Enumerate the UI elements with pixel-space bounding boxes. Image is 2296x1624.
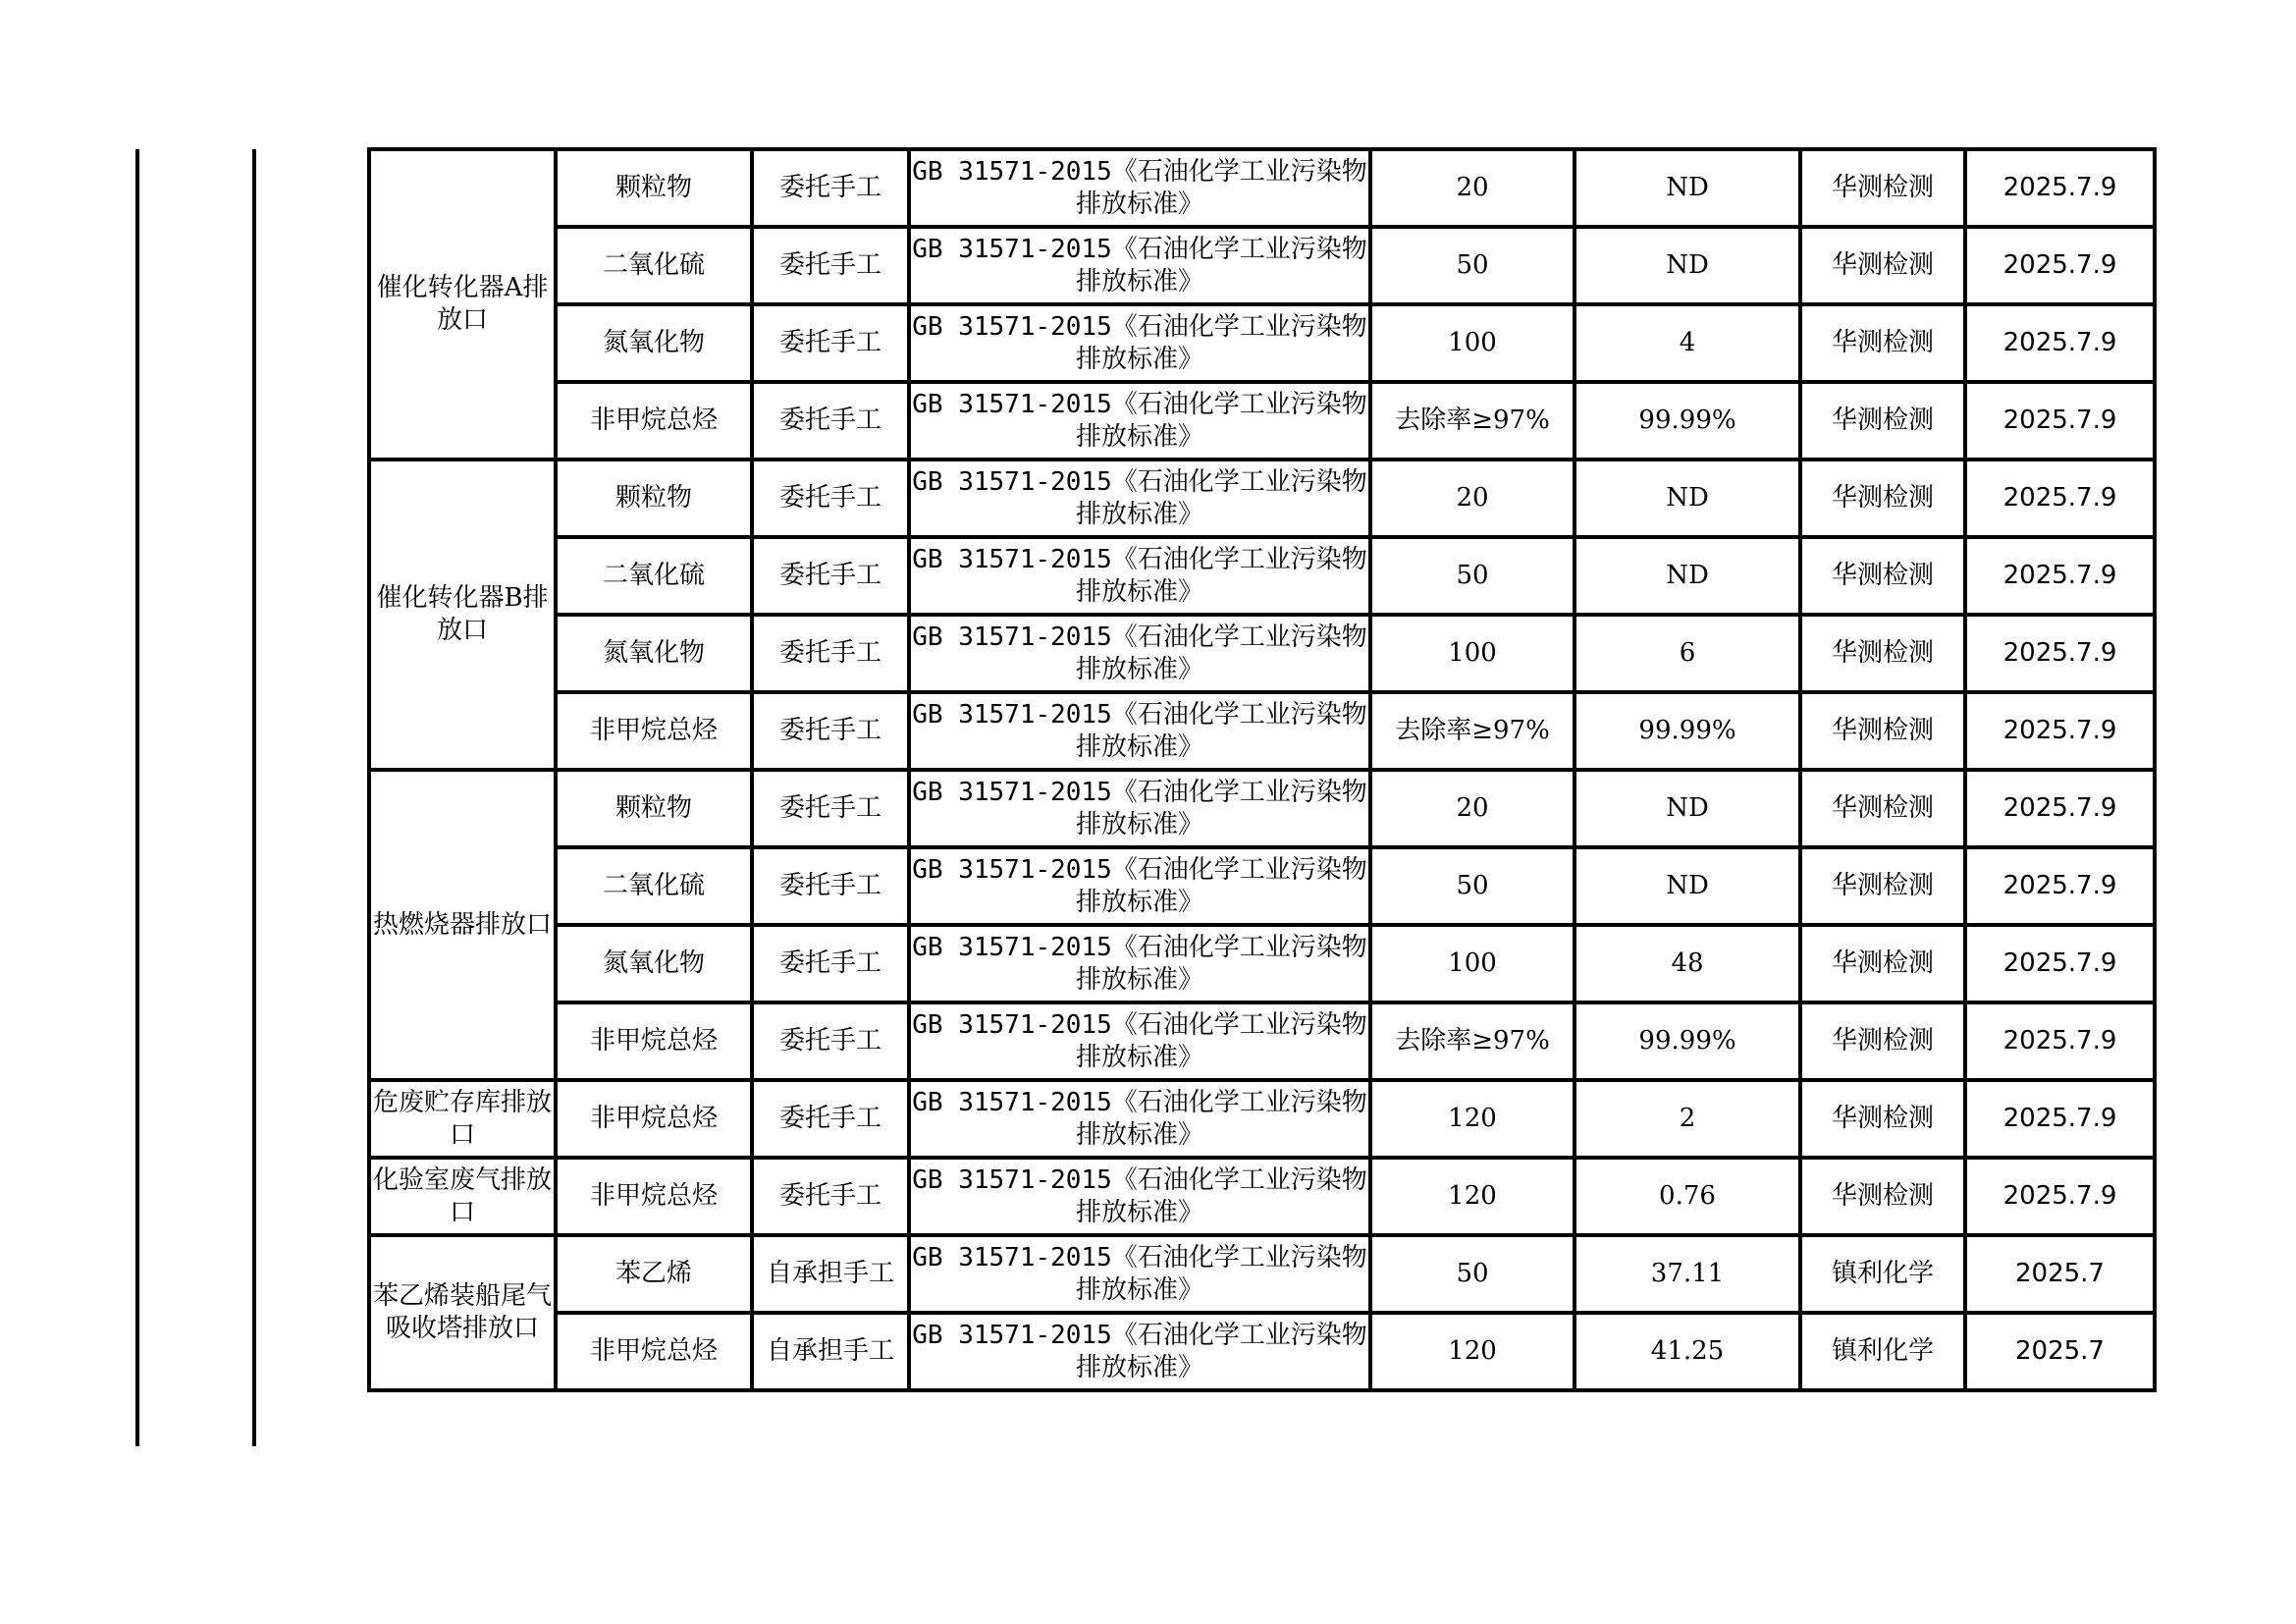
result-cell: ND (1575, 847, 1800, 925)
standard-cell: GB 31571-2015《石油化学工业污染物排放标准》 (909, 615, 1370, 692)
limit-cell: 20 (1370, 770, 1575, 847)
limit-cell: 50 (1370, 1235, 1575, 1313)
method-cell: 自承担手工 (752, 1313, 909, 1390)
limit-cell: 120 (1370, 1158, 1575, 1235)
limit-cell: 50 (1370, 537, 1575, 615)
org-cell: 华测检测 (1800, 382, 1965, 460)
outlet-cell: 化验室废气排放口 (369, 1158, 556, 1235)
pollutant-cell: 二氧化硫 (556, 847, 752, 925)
table-row (369, 1158, 2155, 1235)
org-cell: 华测检测 (1800, 1002, 1965, 1080)
date-cell: 2025.7 (1965, 1235, 2155, 1313)
standard-cell: GB 31571-2015《石油化学工业污染物排放标准》 (909, 692, 1370, 770)
table-row (369, 847, 2155, 925)
table-row (369, 1080, 2155, 1158)
org-cell: 镇利化学 (1800, 1313, 1965, 1390)
pollutant-cell: 氮氧化物 (556, 304, 752, 382)
pollutant-cell: 非甲烷总烃 (556, 382, 752, 460)
limit-cell: 50 (1370, 847, 1575, 925)
method-cell: 委托手工 (752, 692, 909, 770)
result-cell: ND (1575, 227, 1800, 304)
method-cell: 委托手工 (752, 304, 909, 382)
org-cell: 华测检测 (1800, 537, 1965, 615)
pollutant-cell: 非甲烷总烃 (556, 1002, 752, 1080)
standard-cell: GB 31571-2015《石油化学工业污染物排放标准》 (909, 1158, 1370, 1235)
left-border-line (252, 149, 256, 1446)
standard-cell: GB 31571-2015《石油化学工业污染物排放标准》 (909, 227, 1370, 304)
outlet-cell: 危废贮存库排放口 (369, 1080, 556, 1158)
limit-cell: 100 (1370, 615, 1575, 692)
pollutant-cell: 颗粒物 (556, 460, 752, 537)
pollutant-cell: 苯乙烯 (556, 1235, 752, 1313)
limit-cell: 去除率≥97% (1370, 1002, 1575, 1080)
result-cell: 4 (1575, 304, 1800, 382)
standard-cell: GB 31571-2015《石油化学工业污染物排放标准》 (909, 925, 1370, 1002)
result-cell: 37.11 (1575, 1235, 1800, 1313)
standard-cell: GB 31571-2015《石油化学工业污染物排放标准》 (909, 382, 1370, 460)
method-cell: 委托手工 (752, 1080, 909, 1158)
method-cell: 委托手工 (752, 537, 909, 615)
org-cell: 华测检测 (1800, 770, 1965, 847)
method-cell: 委托手工 (752, 460, 909, 537)
standard-cell: GB 31571-2015《石油化学工业污染物排放标准》 (909, 304, 1370, 382)
standard-cell: GB 31571-2015《石油化学工业污染物排放标准》 (909, 1235, 1370, 1313)
date-cell: 2025.7.9 (1965, 847, 2155, 925)
org-cell: 镇利化学 (1800, 1235, 1965, 1313)
org-cell: 华测检测 (1800, 460, 1965, 537)
table-row (369, 1313, 2155, 1390)
limit-cell: 100 (1370, 925, 1575, 1002)
result-cell: 99.99% (1575, 692, 1800, 770)
pollutant-cell: 非甲烷总烃 (556, 1313, 752, 1390)
date-cell: 2025.7.9 (1965, 227, 2155, 304)
date-cell: 2025.7.9 (1965, 382, 2155, 460)
table-row (369, 770, 2155, 847)
org-cell: 华测检测 (1800, 925, 1965, 1002)
org-cell: 华测检测 (1800, 1158, 1965, 1235)
limit-cell: 120 (1370, 1080, 1575, 1158)
date-cell: 2025.7 (1965, 1313, 2155, 1390)
standard-cell: GB 31571-2015《石油化学工业污染物排放标准》 (909, 1002, 1370, 1080)
org-cell: 华测检测 (1800, 304, 1965, 382)
table-row (369, 925, 2155, 1002)
method-cell: 自承担手工 (752, 1235, 909, 1313)
method-cell: 委托手工 (752, 615, 909, 692)
date-cell: 2025.7.9 (1965, 1002, 2155, 1080)
standard-cell: GB 31571-2015《石油化学工业污染物排放标准》 (909, 537, 1370, 615)
outlet-cell: 热燃烧器排放口 (369, 770, 556, 1080)
method-cell: 委托手工 (752, 847, 909, 925)
date-cell: 2025.7.9 (1965, 1080, 2155, 1158)
pollutant-cell: 非甲烷总烃 (556, 1158, 752, 1235)
pollutant-cell: 颗粒物 (556, 770, 752, 847)
method-cell: 委托手工 (752, 770, 909, 847)
left-border-line (135, 149, 139, 1446)
pollutant-cell: 二氧化硫 (556, 227, 752, 304)
limit-cell: 20 (1370, 149, 1575, 227)
method-cell: 委托手工 (752, 149, 909, 227)
table-body (369, 149, 2155, 1390)
date-cell: 2025.7.9 (1965, 615, 2155, 692)
org-cell: 华测检测 (1800, 847, 1965, 925)
limit-cell: 120 (1370, 1313, 1575, 1390)
result-cell: ND (1575, 149, 1800, 227)
table-row (369, 615, 2155, 692)
table-row (369, 149, 2155, 227)
method-cell: 委托手工 (752, 382, 909, 460)
pollutant-cell: 非甲烷总烃 (556, 1080, 752, 1158)
table-row (369, 537, 2155, 615)
result-cell: 2 (1575, 1080, 1800, 1158)
pollutant-cell: 氮氧化物 (556, 925, 752, 1002)
limit-cell: 50 (1370, 227, 1575, 304)
pollutant-cell: 二氧化硫 (556, 537, 752, 615)
standard-cell: GB 31571-2015《石油化学工业污染物排放标准》 (909, 1080, 1370, 1158)
outlet-cell: 苯乙烯装船尾气吸收塔排放口 (369, 1235, 556, 1390)
table-row (369, 227, 2155, 304)
result-cell: 0.76 (1575, 1158, 1800, 1235)
org-cell: 华测检测 (1800, 149, 1965, 227)
monitoring-table (367, 147, 2157, 1392)
limit-cell: 去除率≥97% (1370, 692, 1575, 770)
outlet-cell: 催化转化器B排放口 (369, 460, 556, 770)
limit-cell: 去除率≥97% (1370, 382, 1575, 460)
method-cell: 委托手工 (752, 1002, 909, 1080)
result-cell: 6 (1575, 615, 1800, 692)
date-cell: 2025.7.9 (1965, 770, 2155, 847)
date-cell: 2025.7.9 (1965, 304, 2155, 382)
result-cell: 48 (1575, 925, 1800, 1002)
pollutant-cell: 非甲烷总烃 (556, 692, 752, 770)
limit-cell: 20 (1370, 460, 1575, 537)
table-row (369, 382, 2155, 460)
table-row (369, 304, 2155, 382)
date-cell: 2025.7.9 (1965, 537, 2155, 615)
date-cell: 2025.7.9 (1965, 149, 2155, 227)
method-cell: 委托手工 (752, 925, 909, 1002)
result-cell: ND (1575, 770, 1800, 847)
method-cell: 委托手工 (752, 1158, 909, 1235)
pollutant-cell: 氮氧化物 (556, 615, 752, 692)
org-cell: 华测检测 (1800, 692, 1965, 770)
org-cell: 华测检测 (1800, 227, 1965, 304)
limit-cell: 100 (1370, 304, 1575, 382)
table-row (369, 692, 2155, 770)
standard-cell: GB 31571-2015《石油化学工业污染物排放标准》 (909, 460, 1370, 537)
result-cell: 99.99% (1575, 1002, 1800, 1080)
date-cell: 2025.7.9 (1965, 1158, 2155, 1235)
org-cell: 华测检测 (1800, 1080, 1965, 1158)
table-row (369, 460, 2155, 537)
org-cell: 华测检测 (1800, 615, 1965, 692)
date-cell: 2025.7.9 (1965, 460, 2155, 537)
table-row (369, 1002, 2155, 1080)
result-cell: 41.25 (1575, 1313, 1800, 1390)
result-cell: 99.99% (1575, 382, 1800, 460)
standard-cell: GB 31571-2015《石油化学工业污染物排放标准》 (909, 847, 1370, 925)
outlet-cell: 催化转化器A排放口 (369, 149, 556, 460)
result-cell: ND (1575, 460, 1800, 537)
table-row (369, 1235, 2155, 1313)
standard-cell: GB 31571-2015《石油化学工业污染物排放标准》 (909, 1313, 1370, 1390)
result-cell: ND (1575, 537, 1800, 615)
pollutant-cell: 颗粒物 (556, 149, 752, 227)
standard-cell: GB 31571-2015《石油化学工业污染物排放标准》 (909, 149, 1370, 227)
date-cell: 2025.7.9 (1965, 925, 2155, 1002)
method-cell: 委托手工 (752, 227, 909, 304)
standard-cell: GB 31571-2015《石油化学工业污染物排放标准》 (909, 770, 1370, 847)
date-cell: 2025.7.9 (1965, 692, 2155, 770)
